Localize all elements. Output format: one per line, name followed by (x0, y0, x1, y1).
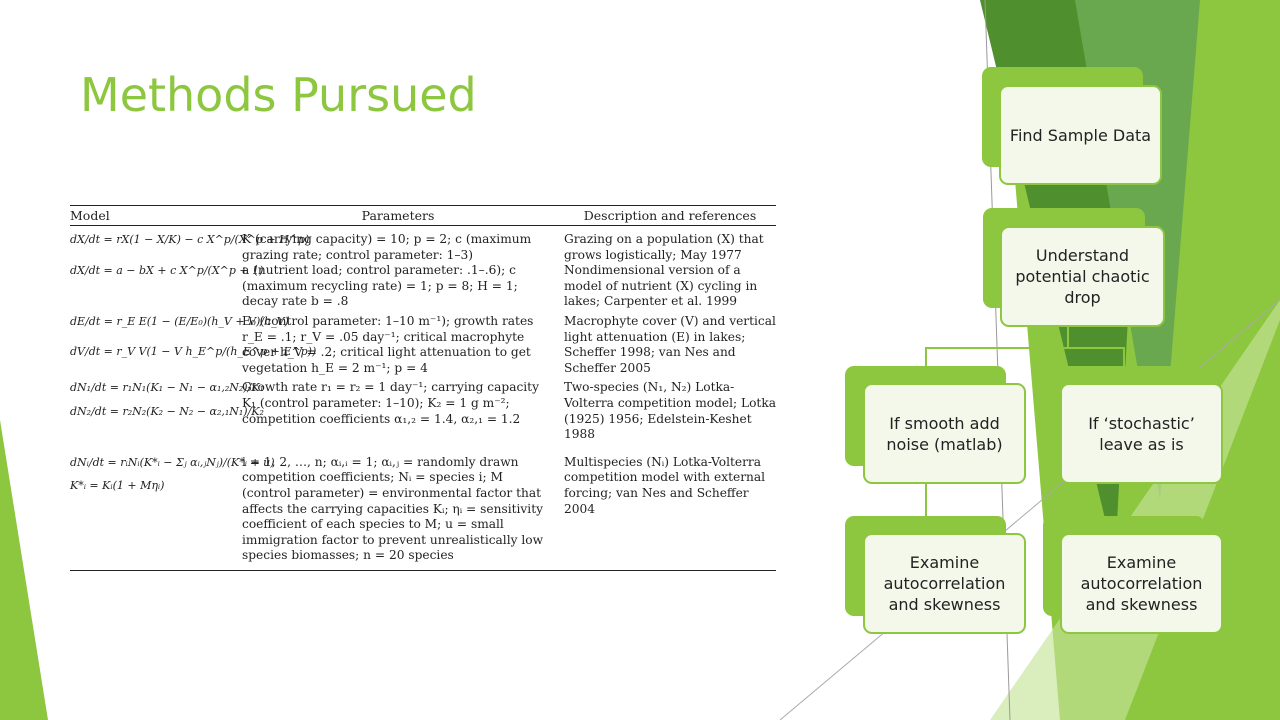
slide-title: Methods Pursued (80, 68, 477, 122)
table-row (70, 263, 776, 310)
desc-cell: Nondimensional version of a model of nutrient (X) cycling in lakes; Carpenter et al. 1999 (564, 263, 758, 309)
table-row (70, 455, 776, 564)
params-cell: a (nutrient load; control parameter: .1–.6); c (maximum recycling rate) = 1; p = 8; H = 1; decay rate b = .8 (242, 263, 518, 309)
connector-line (925, 347, 1125, 349)
branch-right-box: If ‘stochastic’ leave as is (1060, 383, 1223, 484)
model-equation: K*ᵢ = Kᵢ(1 + Mηᵢ) (70, 479, 165, 493)
model-cell (70, 232, 310, 263)
params-cell: K (carrying capacity) = 10; p = 2; c (maximum grazing rate; control parameter: 1–3) (242, 232, 532, 262)
header-description: Description and references (583, 207, 757, 223)
params-cell: i = 1, 2, …, n; αᵢ,ᵢ = 1; αᵢ,ⱼ = randomly drawn competition coefficients; Nᵢ = species i; M (control parameter) = environmental factor that affects the carrying capacities Kᵢ; ηᵢ = sensitivity coefficient of each species to M; u = small immigration factor to prevent unrealistically low species biomasses; n = 20 species (242, 454, 544, 563)
model-cell (70, 455, 275, 564)
table-row (70, 314, 776, 376)
desc-cell: Two-species (N₁, N₂) Lotka-Volterra competition model; Lotka (1925) 1956; Edelstein-Keshet 1988 (564, 380, 776, 442)
header-parameters: Parameters (361, 207, 435, 223)
params-cell: E₀ (control parameter: 1–10 m⁻¹); growth rates r_E = .1; r_V = .05 day⁻¹; critical macrophyte cover h_V = .2; critical light attenuation to get vegetation h_E = 2 m⁻¹; p = 4 (242, 313, 534, 375)
table-bottom-rule (70, 570, 776, 571)
table-row (70, 380, 776, 442)
desc-cell: Macrophyte cover (V) and vertical light attenuation (E) in lakes; Scheffer 1998; van Nes and Scheffer 2005 (564, 313, 776, 375)
params-cell: Growth rate r₁ = r₂ = 1 day⁻¹; carrying capacity K₁ (control parameter: 1–10); K₂ = 1 g m⁻²; competition coefficients α₁,₂ = 1.4, α₂,₁ = 1.2 (242, 380, 539, 426)
model-equation: dE/dt = r_E E(1 − (E/E₀)(h_V + V)/h_V) (70, 314, 289, 328)
step2-box: Understand potential chaotic drop (1000, 226, 1165, 327)
model-cell (70, 263, 264, 310)
branch-left-box: If smooth add noise (matlab) (863, 383, 1026, 484)
connector-line (1067, 326, 1069, 348)
result-right-box: Examine autocorrelation and skewness (1060, 533, 1223, 634)
result-left-box: Examine autocorrelation and skewness (863, 533, 1026, 634)
model-equation: dN₂/dt = r₂N₂(K₂ − N₂ − α₂,₁N₁)/K₂ (70, 404, 264, 418)
model-equation: dV/dt = r_V V(1 − V h_E^p/(h_E^p + E^p)) (70, 344, 317, 358)
left-green-wedge (0, 420, 48, 720)
model-cell (70, 380, 264, 442)
table-header-row (70, 206, 776, 226)
desc-cell: Grazing on a population (X) that grows logistically; May 1977 (564, 232, 764, 262)
step1-box: Find Sample Data (999, 85, 1162, 185)
model-equation: dX/dt = rX(1 − X/K) − c X^p/(X^p + H^p) (70, 233, 310, 246)
header-model: Model (70, 207, 110, 223)
table-row (70, 232, 776, 263)
model-equation: dX/dt = a − bX + c X^p/(X^p + 1) (70, 264, 264, 278)
model-cell (70, 314, 317, 376)
model-equation: dNᵢ/dt = rᵢNᵢ(K*ᵢ − Σⱼ αᵢ,ⱼNⱼ)/(K*ᵢ + u) (70, 455, 275, 469)
desc-cell: Multispecies (Nᵢ) Lotka-Volterra competition model with external forcing; van Nes and Scheffer 2004 (564, 454, 766, 516)
model-equation: dN₁/dt = r₁N₁(K₁ − N₁ − α₁,₂N₂)/K₁ (70, 381, 264, 395)
model-table (70, 205, 776, 571)
